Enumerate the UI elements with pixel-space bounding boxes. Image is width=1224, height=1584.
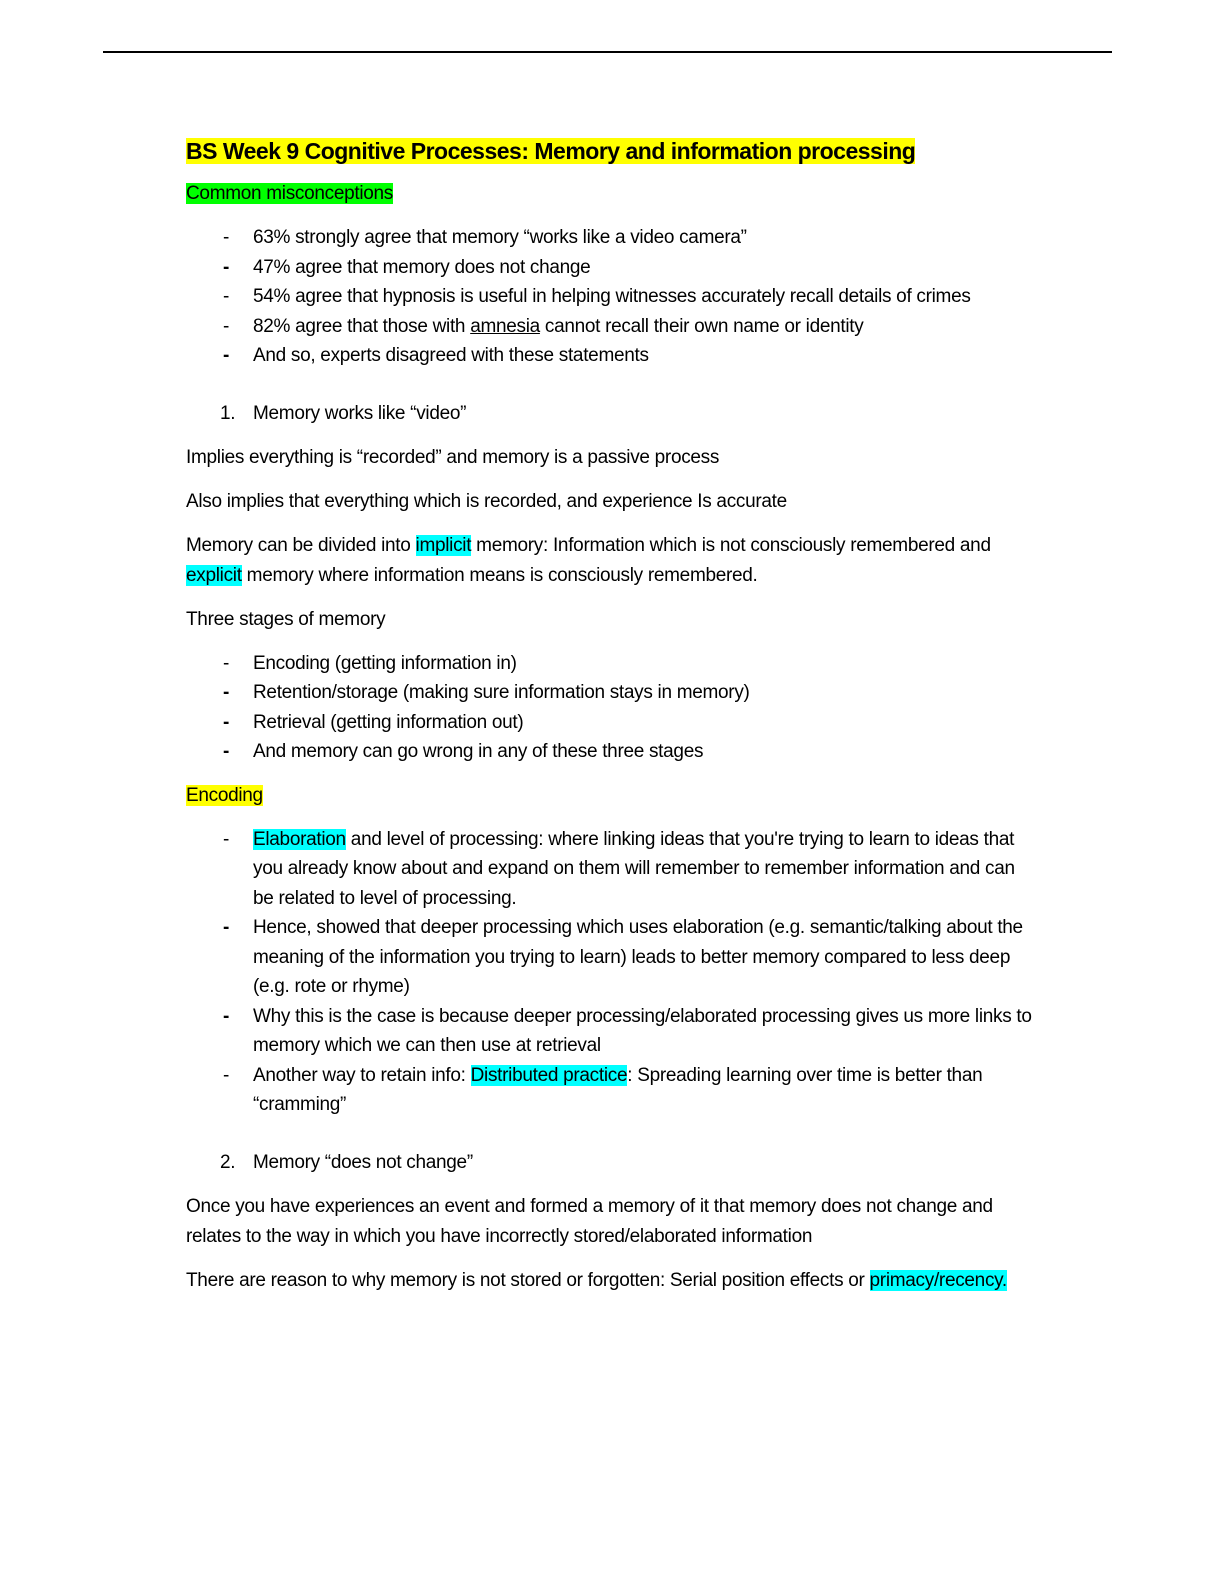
misconceptions-list — [186, 223, 1046, 371]
amnesia-term: amnesia — [470, 315, 540, 337]
paragraph-text: Memory can be divided into — [186, 534, 416, 556]
list-item: - Retention/storage (making sure information stays in memory) — [186, 678, 1033, 708]
list-item: - Why this is the case is because deeper processing/elaborated processing gives us more links to memory which we can then use at retrieval — [186, 1002, 1033, 1061]
elaboration-term: Elaboration — [253, 828, 346, 850]
explicit-term: explicit — [186, 564, 242, 586]
misconceptions-heading-text: Common misconceptions — [186, 183, 394, 204]
list-item-text: and level of processing: where linking ideas that you're trying to learn to ideas that you already know about and expand on them will remember to remember information and can be related to level of processing. — [253, 828, 1015, 909]
header-rule — [103, 51, 1112, 53]
list-item: - 54% agree that hypnosis is useful in helping witnesses accurately recall details of crimes — [186, 282, 1033, 312]
list-item: - Encoding (getting information in) — [186, 649, 1033, 679]
implicit-term: implicit — [415, 534, 472, 556]
list-item: - 63% strongly agree that memory “works like a video camera” — [186, 223, 1033, 253]
misconceptions-heading — [186, 179, 1046, 209]
distributed-practice-term: Distributed practice — [470, 1064, 628, 1086]
encoding-list — [186, 825, 1046, 1120]
section-heading-text: Memory “does not change” — [253, 1151, 473, 1173]
section-number: 2. — [220, 1151, 236, 1173]
list-item-text: 82% agree that those with — [253, 315, 471, 337]
primacy-recency-term: primacy/recency. — [869, 1269, 1007, 1291]
list-item: - And so, experts disagreed with these statements — [186, 341, 1033, 371]
section-heading-text: Memory works like “video” — [253, 402, 467, 424]
paragraph: Implies everything is “recorded” and memory is a passive process — [186, 446, 720, 468]
section-number: 1. — [220, 402, 236, 424]
list-item-text: : Spreading learning over time is better than “cramming” — [253, 1064, 983, 1115]
list-item — [186, 825, 1033, 914]
list-item — [186, 312, 1033, 342]
paragraph-text: There are reason to why memory is not stored or forgotten: Serial position effects or — [186, 1269, 870, 1291]
list-item: - Hence, showed that deeper processing which uses elaboration (e.g. semantic/talking about the meaning of the information you trying to learn) leads to better memory compared to less deep (e.g. rote or rhyme) — [186, 913, 1033, 1002]
section-1-heading — [186, 399, 1046, 429]
paragraph — [186, 531, 1016, 591]
list-item-text: Another way to retain info: — [253, 1064, 471, 1086]
title-highlight: BS Week 9 Cognitive Processes: Memory and information processing — [186, 138, 916, 164]
list-item — [186, 1061, 1033, 1120]
paragraph — [186, 1266, 1016, 1296]
list-item: - Retrieval (getting information out) — [186, 708, 1033, 738]
section-2-heading — [186, 1148, 1046, 1178]
list-item-text: cannot recall their own name or identity — [539, 315, 864, 337]
document-body — [186, 133, 1046, 1296]
stages-heading: Three stages of memory — [186, 608, 386, 630]
paragraph: Once you have experiences an event and formed a memory of it that memory does not change and relates to the way in which you have incorrectly stored/elaborated information — [186, 1195, 993, 1247]
paragraph-text: memory: Information which is not consciously remembered and — [471, 534, 991, 556]
list-item: - 47% agree that memory does not change — [186, 253, 1033, 283]
document-title — [186, 133, 1046, 169]
encoding-heading — [186, 781, 1016, 811]
paragraph-text: memory where information means is consciously remembered. — [241, 564, 758, 586]
stages-list — [186, 649, 1046, 767]
list-item: - And memory can go wrong in any of these three stages — [186, 737, 1033, 767]
paragraph: Also implies that everything which is recorded, and experience Is accurate — [186, 490, 787, 512]
encoding-heading-text: Encoding — [186, 784, 263, 806]
